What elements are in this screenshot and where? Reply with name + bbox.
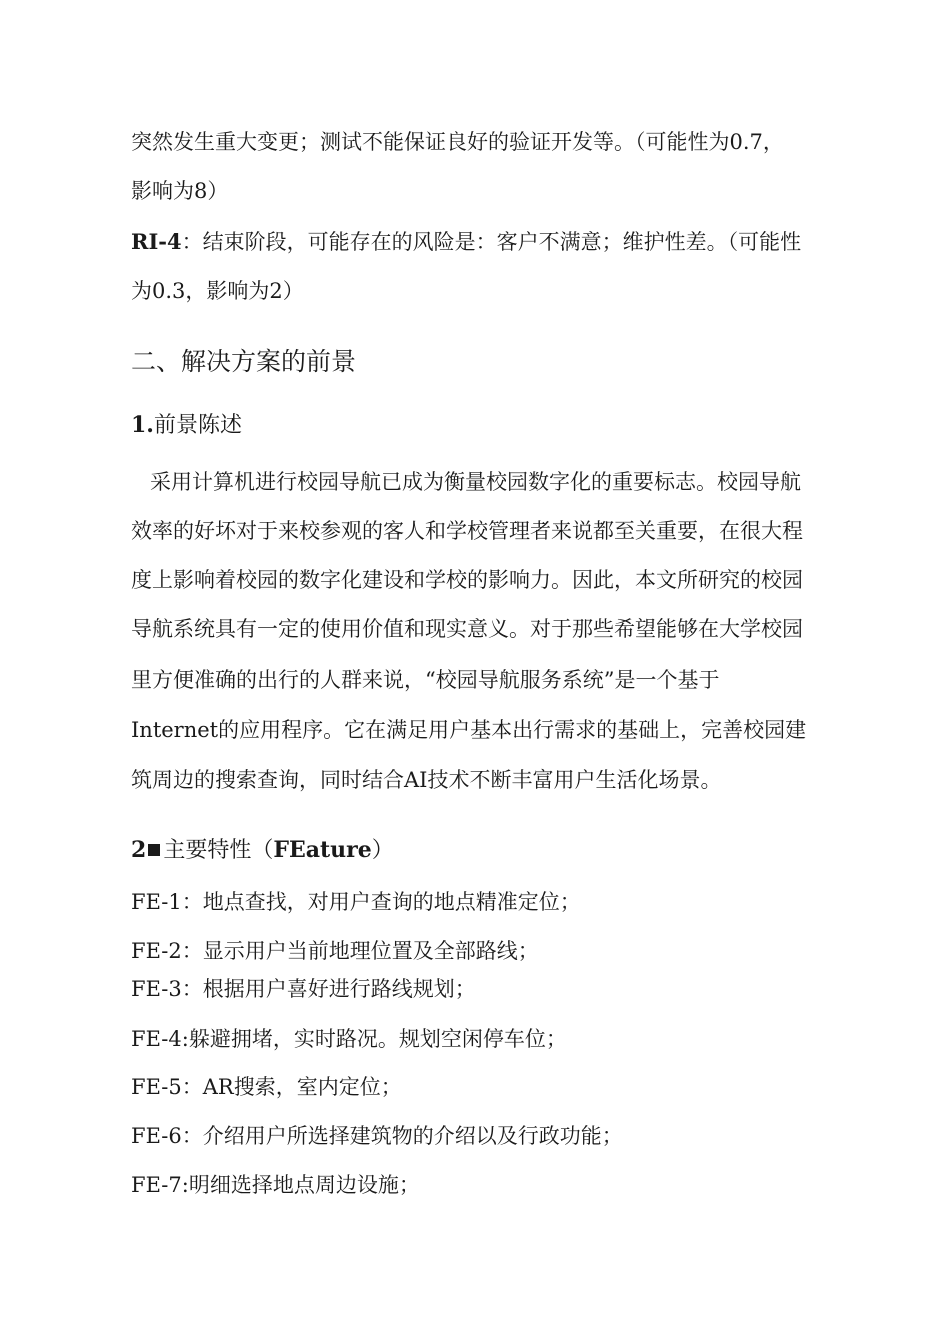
subsection-2-prefix: 主要特性（ (163, 838, 274, 863)
risk-ri4-line-2: 为0.3，影响为2） (131, 279, 304, 303)
paragraph-line-3: 度上影响着校园的数字化建设和学校的影响力。因此，本文所研究的校园 (131, 568, 803, 592)
subsection-2-title (131, 835, 394, 866)
risk-continuation-line-1: 突然发生重大变更；测试不能保证良好的验证开发等。（可能性为0.7， (131, 130, 784, 154)
subsection-2-number: 2 (131, 837, 147, 863)
paragraph-line-1: 采用计算机进行校园导航已成为衡量校园数字化的重要标志。校园导航 (150, 470, 801, 494)
section-title: 二、解决方案的前景 (131, 347, 357, 376)
subsection-2-suffix: ） (371, 838, 394, 863)
risk-continuation-line-2: 影响为8） (131, 179, 229, 203)
paragraph-line-6: Internet的应用程序。它在满足用户基本出行需求的基础上，完善校园建 (131, 718, 807, 742)
feature-item: FE-4:躲避拥堵，实时路况。规划空闲停车位； (131, 1027, 567, 1051)
paragraph-line-5: 里方便准确的出行的人群来说，“校园导航服务系统”是一个基于 (131, 668, 720, 692)
paragraph-line-2: 效率的好坏对于来校参观的客人和学校管理者来说都至关重要，在很大程 (131, 519, 803, 543)
subsection-1-number: 1. (131, 412, 154, 438)
paragraph-line-7: 筑周边的搜索查询，同时结合AI技术不断丰富用户生活化场景。 (131, 768, 722, 792)
square-bullet-icon (148, 844, 160, 856)
feature-item: FE-6：介绍用户所选择建筑物的介绍以及行政功能； (131, 1124, 623, 1148)
feature-item: FE-5：AR搜索，室内定位； (131, 1075, 402, 1099)
feature-item: FE-1：地点查找，对用户查询的地点精准定位； (131, 890, 581, 914)
subsection-1-label: 前景陈述 (153, 413, 242, 438)
risk-ri4-text: ：结束阶段，可能存在的风险是：客户不满意；维护性差。（可能性 (181, 230, 802, 254)
feature-item: FE-3：根据用户喜好进行路线规划； (131, 977, 476, 1001)
risk-ri4-line-1 (131, 228, 801, 256)
risk-ri4-label: RI-4 (131, 229, 182, 254)
paragraph-line-4: 导航系统具有一定的使用价值和现实意义。对于那些希望能够在大学校园 (131, 617, 803, 641)
subsection-1-title (131, 410, 242, 441)
feature-item: FE-7:明细选择地点周边设施； (131, 1173, 420, 1197)
subsection-2-english: FEature (273, 837, 372, 863)
feature-item: FE-2：显示用户当前地理位置及全部路线； (131, 939, 539, 963)
